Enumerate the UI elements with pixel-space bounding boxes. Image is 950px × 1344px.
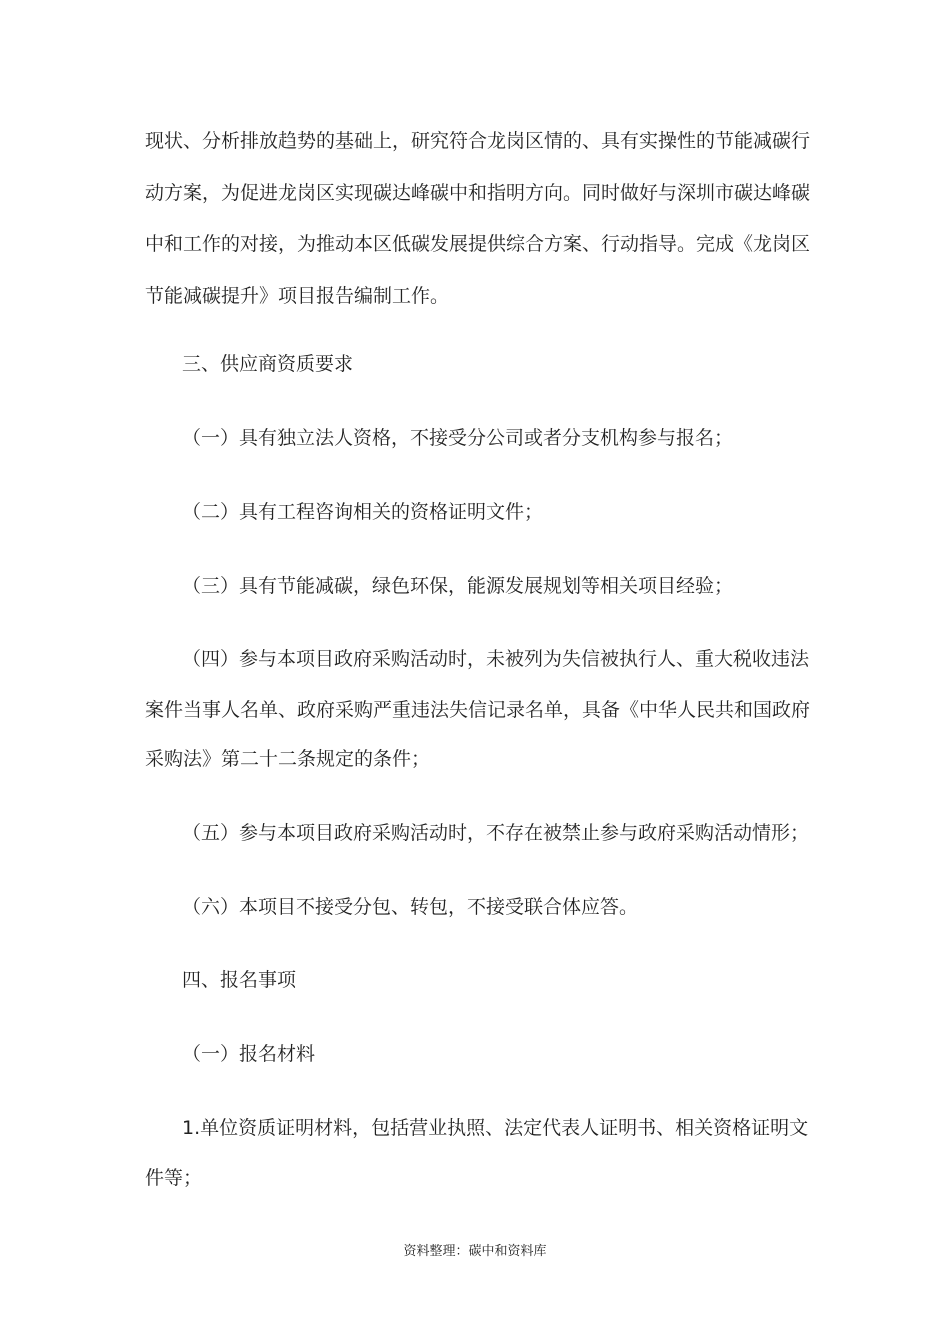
body-text-line: 现状、分析排放趋势的基础上，研究符合龙岗区情的、具有实操性的节能减碳行 <box>145 130 811 152</box>
list-item: （三）具有节能减碳，绿色环保，能源发展规划等相关项目经验； <box>182 575 734 597</box>
list-item: 1.单位资质证明材料，包括营业执照、法定代表人证明书、相关资格证明文 <box>182 1117 809 1139</box>
body-text-line: 采购法》第二十二条规定的条件； <box>145 748 431 770</box>
body-text-line: 动方案，为促进龙岗区实现碳达峰碳中和指明方向。同时做好与深圳市碳达峰碳 <box>145 182 811 204</box>
body-text-line: 件等； <box>145 1167 203 1189</box>
section-heading: 四、报名事项 <box>182 969 297 991</box>
body-text-line: 节能减碳提升》项目报告编制工作。 <box>145 285 450 307</box>
list-item: （五）参与本项目政府采购活动时，不存在被禁止参与政府采购活动情形； <box>182 822 810 844</box>
page-footer: 资料整理：碳中和资料库 <box>403 1244 547 1259</box>
section-heading: 三、供应商资质要求 <box>182 353 354 375</box>
body-text-line: 中和工作的对接，为推动本区低碳发展提供综合方案、行动指导。完成《龙岗区 <box>145 233 811 255</box>
list-item: （一）具有独立法人资格，不接受分公司或者分支机构参与报名； <box>182 427 734 449</box>
list-item: （四）参与本项目政府采购活动时，未被列为失信被执行人、重大税收违法 <box>182 648 810 670</box>
body-text-line: 案件当事人名单、政府采购严重违法失信记录名单，具备《中华人民共和国政府 <box>145 699 811 721</box>
list-item: （二）具有工程咨询相关的资格证明文件； <box>182 501 544 523</box>
subsection-heading: （一）报名材料 <box>182 1043 316 1065</box>
list-item: （六）本项目不接受分包、转包，不接受联合体应答。 <box>182 896 639 918</box>
